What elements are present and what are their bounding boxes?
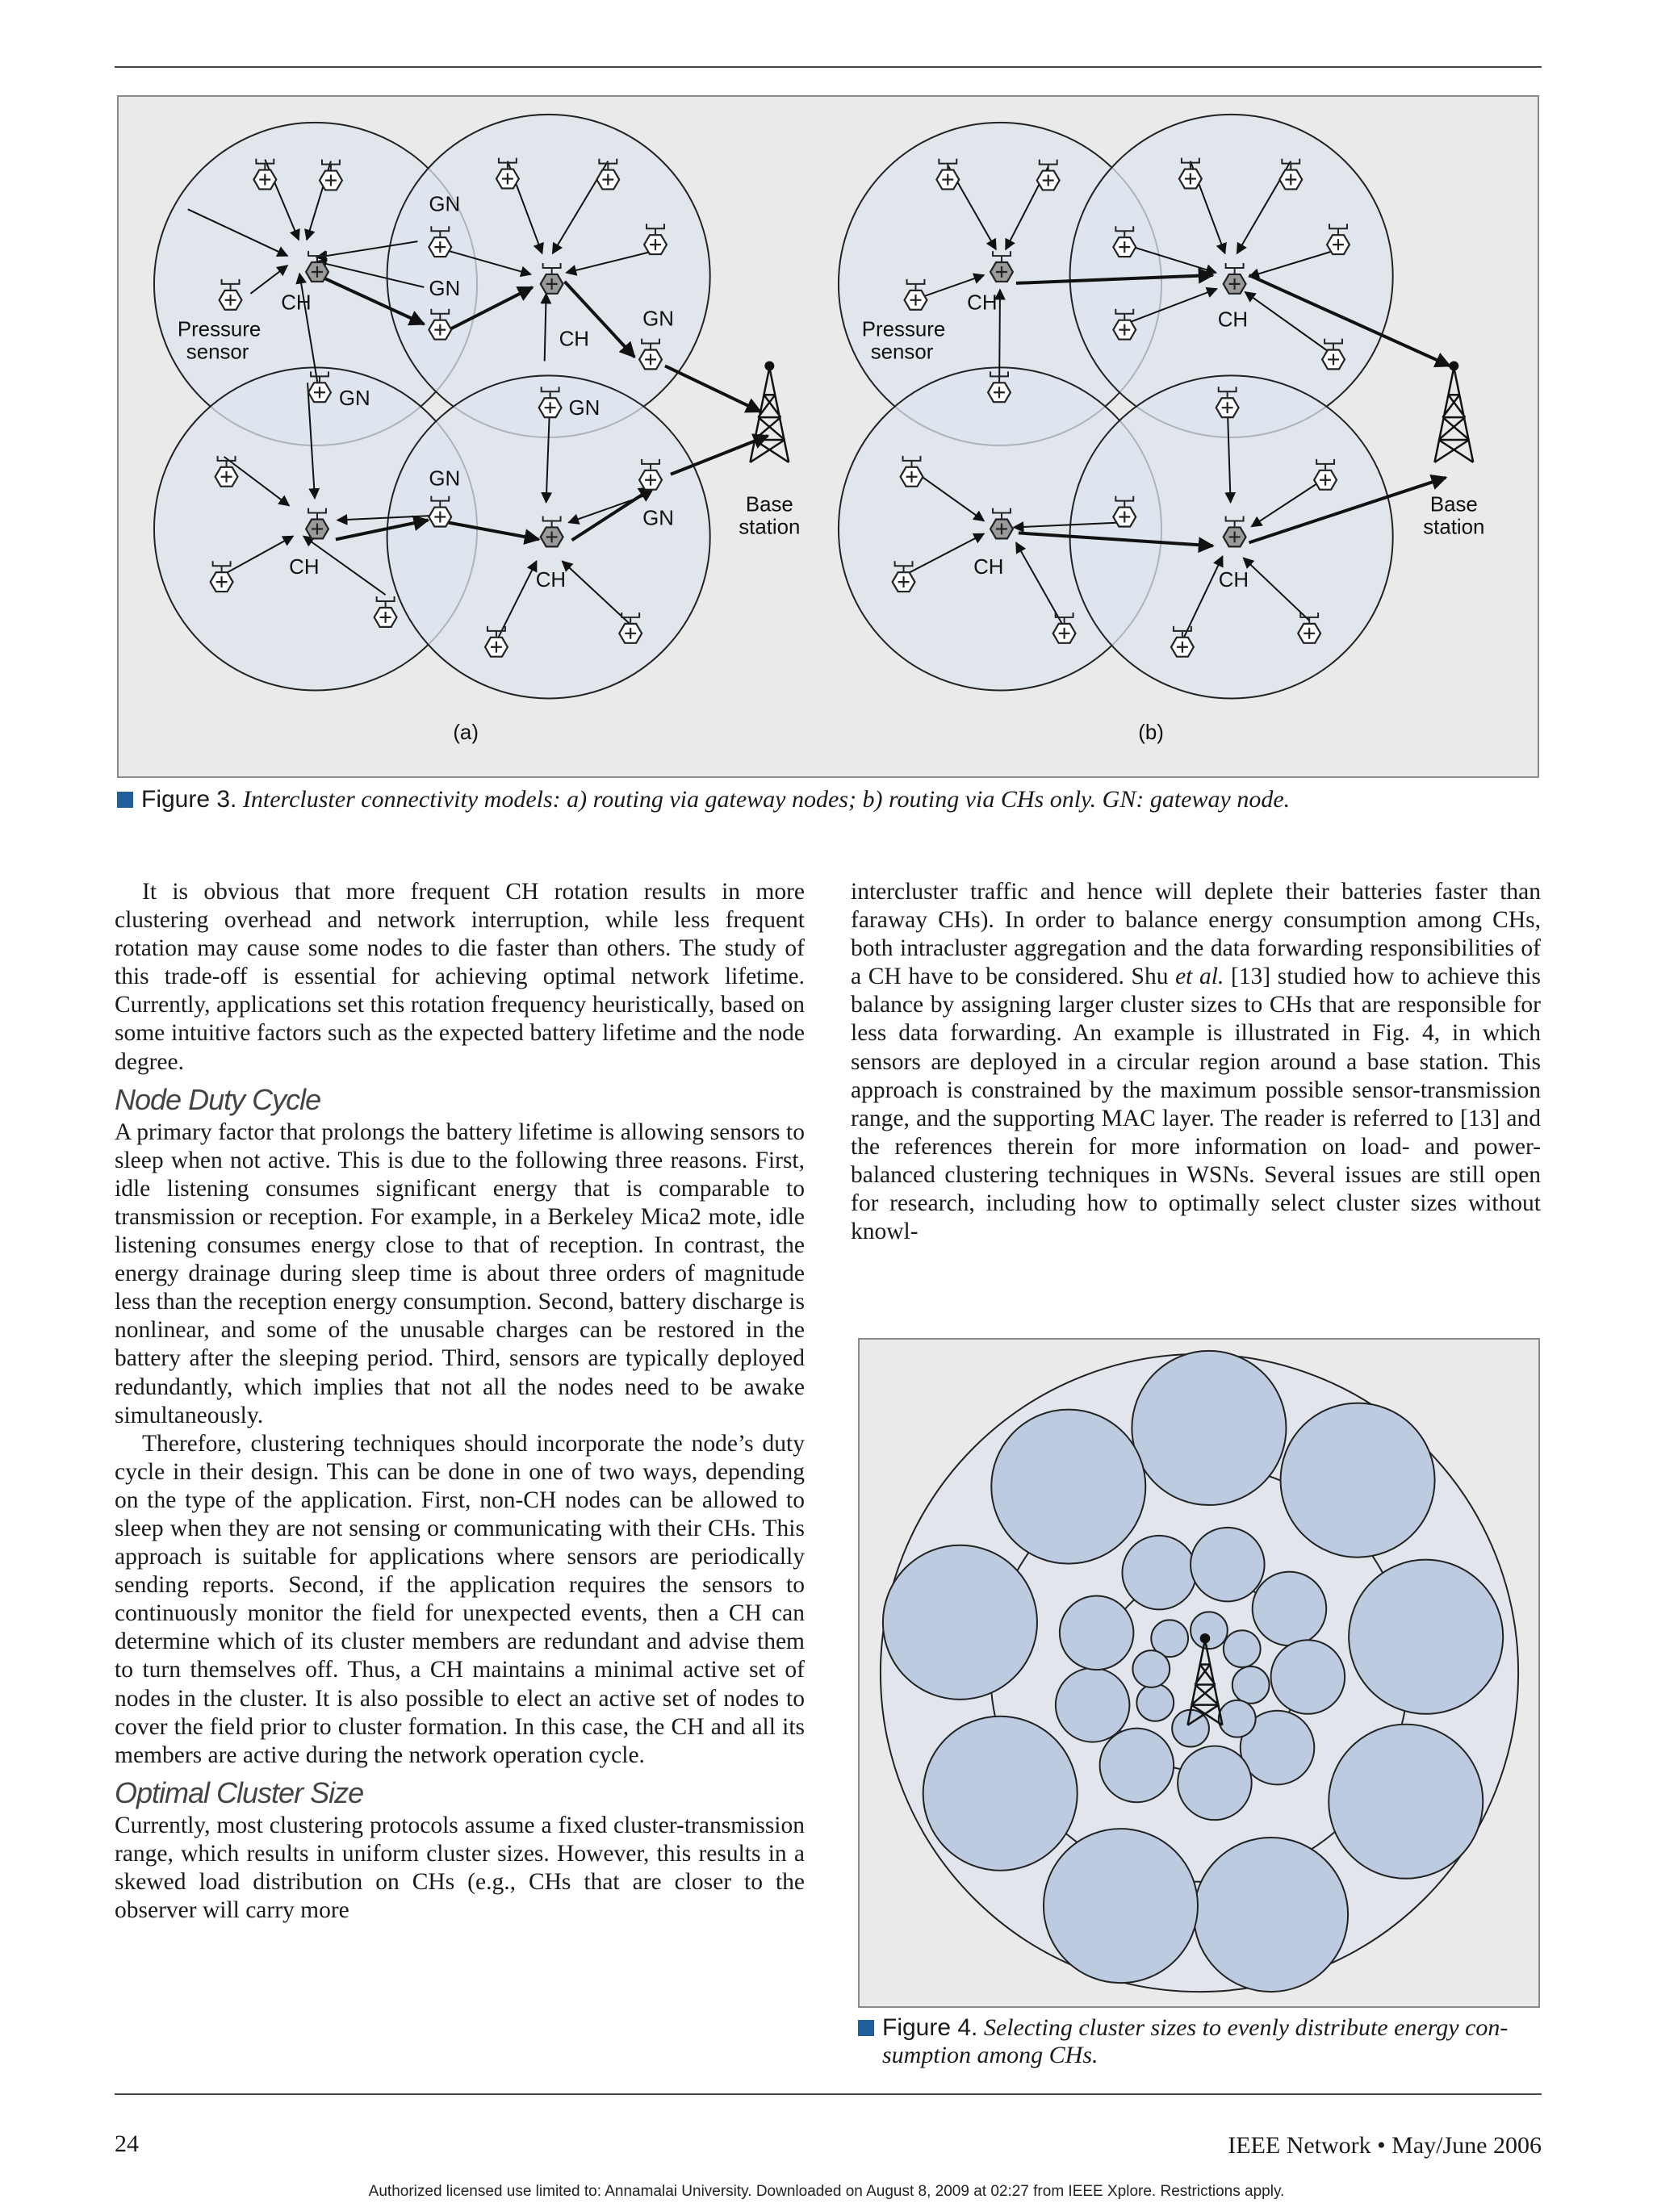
paragraph-text: intercluster traffic and hence will deplete their batteries faster than faraway CHs). In order to balance energy consumption among CHs, both intracluster aggregation and the data forwarding responsibilities of a CH have to be considered. Shu [851,879,1541,990]
ch-label: CH [1218,569,1249,592]
panel-b-label: (b) [1138,721,1164,745]
figure-3-caption [117,786,1290,813]
paragraph: Currently, most clustering protocols assume a fixed cluster-transmission range, which results in uniform cluster sizes. However, this results in a skewed load distribution on CHs (e.g., CHs that are closer to the observer will carry more [115,1812,805,1924]
figure-3-caption-text: Intercluster connectivity models: a) routing via gateway nodes; b) routing via CHs only. GN: gateway node. [242,786,1291,813]
base-station-label: station [1423,516,1485,539]
ch-label: CH [1217,308,1249,332]
figure-4 [858,1338,1540,2008]
journal-name: IEEE Network • May/June 2006 [1228,2132,1542,2159]
pressure-sensor-label: Pressure [177,318,262,341]
ch-label: CH [973,556,1004,579]
figure-4-diagram [860,1340,1538,2006]
left-column [115,878,805,1925]
figure-4-caption-text: Selecting cluster sizes to evenly distribute energy con- [983,2014,1509,2041]
pressure-sensor-label: sensor [870,341,934,364]
right-column [851,878,1541,1246]
section-heading-optimal-cluster-size: Optimal Cluster Size [115,1775,364,1809]
paragraph: It is obvious that more frequent CH rotation results in more clustering overhead and network interruption, while less frequent rotation may cause some nodes to die faster than others. The study of this trade-off is essential for achieving optimal network lifetime. Currently, applications set this rotation frequency heuristically, based on some intuitive factors such as the expected battery lifetime and the node degree. [115,879,805,1075]
base-station-label: Base [1429,493,1478,516]
figure-4-caption-text: sumption among CHs. [882,2042,1099,2068]
pressure-sensor-label: Pressure [861,318,946,341]
panel-a [154,115,800,744]
top-rule [115,66,1542,68]
gn-label: GN [642,507,674,530]
figure-4-caption-label: Figure 4. [882,2014,978,2041]
section-heading-node-duty-cycle: Node Duty Cycle [115,1082,321,1116]
paragraph [851,878,1541,1246]
ch-label: CH [559,328,589,351]
panel-a-label: (a) [453,721,479,745]
gn-label: GN [568,397,601,420]
gn-label: GN [429,277,461,300]
paragraph-text: [13] studied how to achieve this balance by assigning larger cluster sizes to CHs that are responsible for less data forwarding. An example is illustrated in Fig. 4, in which sensors are deployed in a circular region around a base station. This approach is constrained by the maximum possible sensor-transmission range, and the supporting MAC layer. The reader is referred to [13] and the references therein for more information on load- and power-balanced clustering techniques in WSNs. Several issues are still open for research, including how to optimally select cluster sizes without knowl- [851,964,1541,1245]
caption-marker-icon [858,2020,874,2036]
gn-label: GN [429,193,461,216]
figure-3-caption-label: Figure 3. [141,786,237,813]
base-station-label: Base [745,493,793,516]
paragraph: A primary factor that prolongs the battery lifetime is allowing sensors to sleep when not active. This is due to the following three reasons. First, idle listening consumes significant energy that is comparable to transmission or reception. For example, in a Berkeley Mica2 mote, idle listening consumes energy close to that of reception. In contrast, the energy drainage during sleep time is about three orders of magnitude less than the reception energy consumption. Second, battery discharge is nonlinear, and some of the unusable charges can be restored in the battery after the sleeping period. Third, sensors are typically deployed redundantly, which implies that not all the nodes need to be awake simultaneously. [115,1119,806,1428]
figure-4-caption [858,2014,1540,2069]
base-station-label: station [739,516,801,539]
page-number: 24 [115,2130,139,2157]
paragraph: Therefore, clustering techniques should incorporate the node’s duty cycle in their design. This can be done in one of two ways, depending on the type of the application. First, non-CH nodes can be allowed to sleep when they are not sensing or communicating with their CHs. This approach is suitable for applications where sensors are periodically sending reports. Second, if the application requires the sensors to continuously monitor the field for unexpected events, then a CH can determine which of its cluster members are redundant and advise them to turn themselves off. Thus, a CH maintains a minimal active set of nodes in the cluster. It is also possible to elect an active set of nodes to cover the field prior to cluster formation. In this case, the CH and all its members are active during the network operation cycle. [115,1430,805,1768]
caption-marker-icon [117,792,133,808]
figure-3 [117,95,1539,778]
panel-b [839,115,1484,744]
ch-label: CH [289,556,320,579]
et-al-text: et al. [1175,964,1224,990]
license-note: Authorized licensed use limited to: Annamalai University. Downloaded on August 8, 2009 at 02:27 from IEEE Xplore. Restrictions apply. [368,2183,1285,2200]
ch-label: CH [967,291,998,315]
figure-3-diagram [119,97,1538,776]
ch-label: CH [281,291,312,315]
gn-label: GN [429,467,461,491]
gn-label: GN [642,307,674,331]
pressure-sensor-label: sensor [186,341,249,364]
gn-label: GN [338,387,370,411]
ch-label: CH [535,569,567,592]
bottom-rule [115,2093,1542,2095]
